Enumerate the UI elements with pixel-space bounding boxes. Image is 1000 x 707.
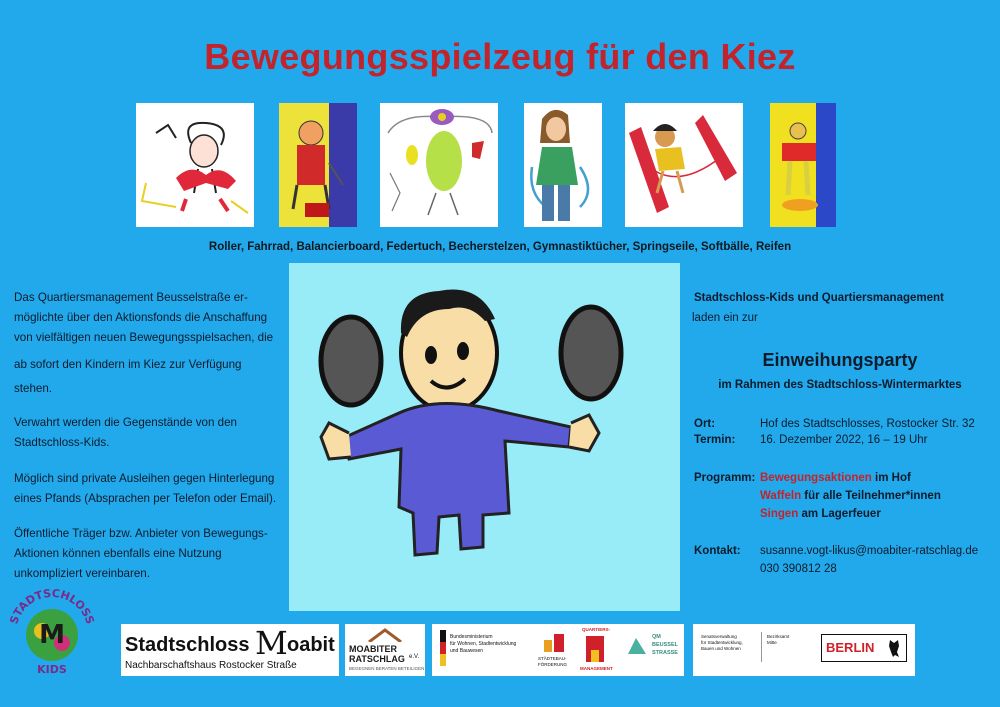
paragraph-providers — [14, 524, 286, 584]
staedtebau-line2: FÖRDERUNG — [538, 662, 567, 667]
party-title: Einweihungsparty — [762, 350, 918, 370]
staedtebau-line1: STÄDTEBAU- — [538, 656, 567, 661]
paragraph-storage — [14, 413, 286, 453]
paragraph-lending — [14, 469, 286, 509]
bmwsb-line2: für Wohnen, Stadtentwicklung — [450, 641, 517, 647]
bezirk-line2: Mitte — [767, 640, 777, 645]
contact-phone: 030 390812 28 — [760, 563, 837, 575]
text-line: möglichte über den Aktionsfonds die Anschaffung — [14, 311, 268, 324]
text-line: Möglich sind private Ausleihen gegen Hinterlegung — [14, 472, 275, 485]
program-item — [760, 472, 911, 484]
moabit-m-letter: M — [255, 624, 288, 662]
qm-beussel-line1: QM — [652, 634, 661, 640]
funding-logos-strip — [432, 624, 684, 676]
hosts-line: Stadtschloss-Kids und Quartiersmanagement — [694, 292, 944, 304]
ratschlag-line2: RATSCHLAG — [349, 654, 405, 664]
stadtschloss-name: Stadtschloss — [125, 634, 250, 656]
text-line: ab sofort den Kindern im Kiez zur Verfügung — [14, 358, 242, 371]
kontakt-label: Kontakt: — [694, 545, 741, 557]
gymnast-drawing — [524, 103, 602, 227]
stadtschloss-kids-logo — [6, 587, 98, 679]
ratschlag-tagline: BEGEGNEN BERATEN BETEILIGEN — [349, 666, 425, 671]
bmwsb-line1: Bundesministerium — [450, 634, 493, 640]
text-line: von vielfältigen neuen Bewegungsspielsachen, die — [14, 331, 274, 344]
staedtebau-icon — [542, 628, 568, 654]
green-figure-drawing — [380, 103, 498, 227]
bmwsb-line3: und Bauwesen — [450, 648, 484, 654]
paragraph-available — [14, 353, 286, 401]
program-highlight: Waffeln — [760, 490, 802, 502]
kids-logo-bottom-text: KIDS — [37, 663, 67, 676]
toys-list: Roller, Fahrrad, Balancierboard, Federtuch, Becherstelzen, Gymnastiktücher, Springseile, Softbälle, Reifen — [208, 241, 792, 253]
bezirk-line1: Bezirksamt — [767, 634, 790, 639]
divider — [761, 632, 762, 662]
text-line: stehen. — [14, 382, 53, 395]
senat-line1: Senatsverwaltung — [701, 634, 737, 639]
qm-beussel-icon — [626, 634, 648, 656]
berlin-bear-icon — [886, 638, 902, 658]
qm-bottom-text: MANAGEMENT — [580, 666, 613, 671]
senat-line2: für Stadtentwicklung, — [701, 640, 743, 645]
stadtschloss-moabit-logo — [121, 624, 339, 676]
stick-figure-drawing — [136, 103, 254, 227]
senat-line3: Bauen und Wohnen — [701, 646, 741, 651]
qm-beussel-line3: STRASSE — [652, 650, 678, 656]
text-line: Stadtschloss-Kids. — [14, 436, 110, 449]
text-line: Öffentliche Träger bzw. Anbieter von Bewegungs- — [14, 527, 268, 540]
text-line: eines Pfands (Absprachen per Telefon oder Email). — [14, 492, 277, 505]
kids-logo-top-text: STADTSCHLOSS — [7, 587, 97, 626]
ratschlag-line1: MOABITER — [349, 644, 397, 654]
program-rest: am Lagerfeuer — [798, 508, 881, 520]
ort-label: Ort: — [694, 418, 716, 430]
child-with-balls-drawing — [289, 263, 680, 611]
program-item — [760, 508, 881, 520]
termin-value: 16. Dezember 2022, 16 – 19 Uhr — [760, 434, 928, 446]
stadtschloss-subtitle: Nachbarschaftshaus Rostocker Straße — [125, 660, 297, 671]
ort-value: Hof des Stadtschlosses, Rostocker Str. 32 — [760, 418, 975, 430]
invite-line: laden ein zur — [692, 312, 758, 324]
program-item — [760, 490, 941, 502]
moabiter-ratschlag-logo — [345, 624, 425, 676]
party-subtitle: im Rahmen des Stadtschloss-Wintermarktes — [718, 379, 962, 391]
german-flag-icon — [440, 630, 446, 666]
yellow-figure-drawing — [770, 103, 836, 227]
text-line: Das Quartiersmanagement Beusselstraße er- — [14, 291, 248, 304]
svg-text:M: M — [39, 620, 65, 650]
qm-beussel-line2: BEUSSEL — [652, 642, 678, 648]
contact-email[interactable]: susanne.vogt-likus@moabiter-ratschlag.de — [760, 545, 979, 557]
roof-icon — [367, 628, 403, 642]
programm-label: Programm: — [694, 472, 756, 484]
program-highlight: Bewegungsaktionen — [760, 472, 872, 484]
program-highlight: Singen — [760, 508, 799, 520]
text-line: Verwahrt werden die Gegenstände von den — [14, 416, 238, 429]
red-figure-drawing — [279, 103, 357, 227]
quartiersmanagement-icon — [584, 634, 606, 664]
poster-title: Bewegungsspielzeug für den Kiez — [204, 36, 796, 77]
paragraph-intro — [14, 288, 286, 348]
program-rest: für alle Teilnehmer*innen — [801, 490, 941, 502]
jump-rope-drawing — [625, 103, 743, 227]
text-line: Aktionen können ebenfalls eine Nutzung — [14, 547, 222, 560]
termin-label: Termin: — [694, 434, 736, 446]
ratschlag-ev: e.V. — [409, 654, 420, 660]
moabit-name: oabit — [287, 634, 335, 656]
qm-top-text: QUARTIERS- — [582, 627, 610, 632]
berlin-senate-logos — [693, 624, 915, 676]
berlin-logo-frame — [821, 634, 907, 662]
berlin-wordmark: BERLIN — [826, 640, 875, 655]
text-line: unkompliziert vereinbaren. — [14, 567, 150, 580]
program-rest: im Hof — [871, 472, 911, 484]
